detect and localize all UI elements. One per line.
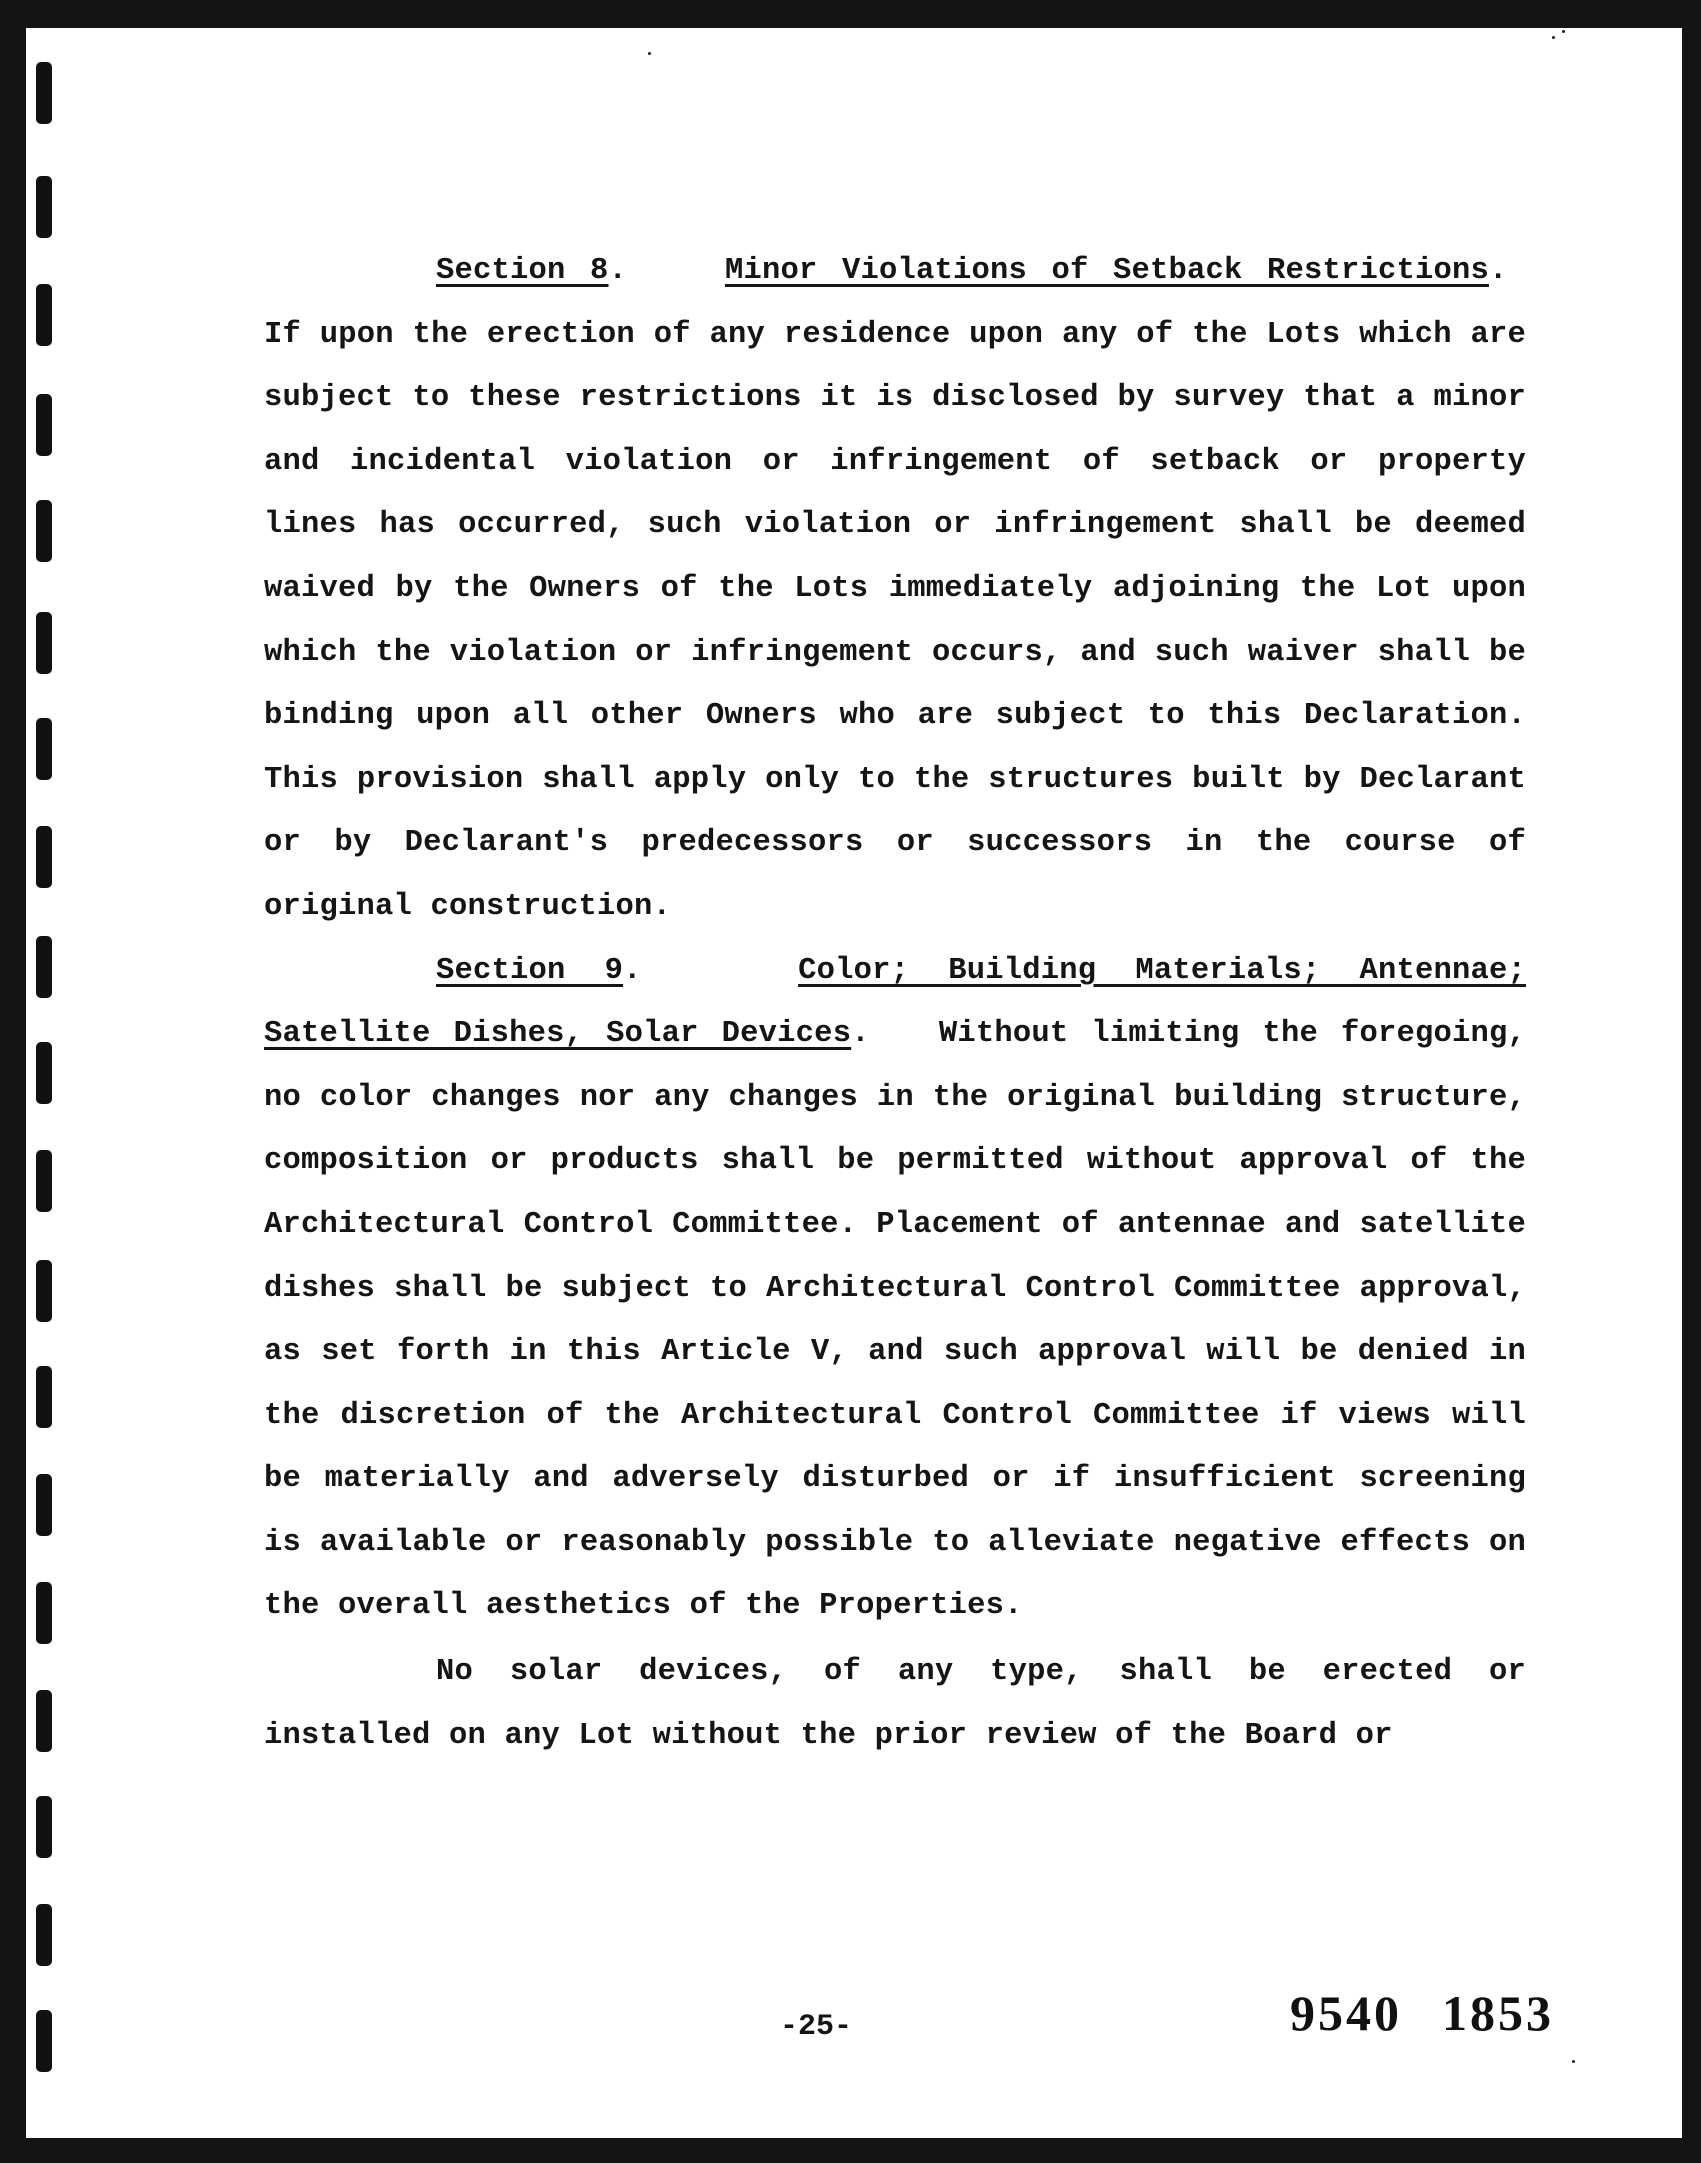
scan-speck <box>1552 36 1555 39</box>
section-9-body: Without limiting the foregoing, no color changes nor any changes in the original building structure, composition or products shall be permitted without approval of the Architectural Control Committee. Placement of antennae and satellite dishes shall be subject to Architectural Control Committee approval, as set forth in this Article V, and such approval will be denied in the discretion of the Architectural Control Committee if views will be materially and adversely disturbed or if insufficient screening is available or reasonably possible to alleviate negative effects on the overall aesthetics of the Properties. <box>264 1017 1527 1624</box>
binding-hole <box>36 1796 52 1858</box>
binding-hole <box>36 394 52 456</box>
binding-hole <box>36 612 52 674</box>
binding-hole <box>36 2010 52 2072</box>
section-9-paragraph: Section 9. Color; Building Materials; Antennae; Satellite Dishes, Solar Devices. Without limiting the foregoing, no color changes nor any changes in the original building structure, composition or products shall be permitted without approval of the Architectural Control Committee. Placement of antennae and satellite dishes shall be subject to Architectural Control Committee approval, as set forth in this Article V, and such approval will be denied in the discretion of the Architectural Control Committee if views will be materially and adversely disturbed or if insufficient screening is available or reasonably possible to alleviate negative effects on the overall aesthetics of the Properties. <box>264 953 1527 1624</box>
section-9-label: Section 9 <box>436 953 624 988</box>
binding-hole <box>36 1042 52 1104</box>
scan-speck <box>648 52 651 55</box>
binding-hole <box>36 176 52 238</box>
binding-hole <box>36 1690 52 1752</box>
binding-hole <box>36 284 52 346</box>
binding-hole <box>36 1366 52 1428</box>
section-8-body: If upon the erection of any residence upon any of the Lots which are subject to these restrictions it is disclosed by survey that a minor and incidental violation or infringement of setback or property lines has occurred, such violation or infringement shall be deemed waived by the Owners of the Lots immediately adjoining the Lot upon which the violation or infringement occurs, and such waiver shall be binding upon all other Owners who are subject to this Declaration. This provision shall apply only to the structures built by Declarant or by Declarant's predecessors or successors in the course of original construction. <box>264 317 1526 924</box>
scan-speck <box>1572 2060 1575 2063</box>
binding-hole <box>36 718 52 780</box>
section-8-title: Minor Violations of Setback Restrictions <box>724 254 1489 288</box>
binding-hole <box>36 62 52 124</box>
document-number-part2: 1853 <box>1442 1985 1554 2041</box>
binding-hole <box>36 936 52 998</box>
binding-hole <box>36 1260 52 1322</box>
solar-devices-paragraph: No solar devices, of any type, shall be erected or installed on any Lot without the prior review of the Board or <box>264 1655 1526 1753</box>
binding-hole <box>36 826 52 888</box>
scan-speck <box>1562 30 1565 33</box>
binding-hole <box>36 1582 52 1644</box>
binding-hole <box>36 1904 52 1966</box>
document-body <box>264 240 1526 1768</box>
binding-hole <box>36 1474 52 1536</box>
section-8-paragraph: Section 8. Minor Violations of Setback Restrictions. If upon the erection of any residence upon any of the Lots which are subject to these restrictions it is disclosed by survey that a minor and incidental violation or infringement of setback or property lines has occurred, such violation or infringement shall be deemed waived by the Owners of the Lots immediately adjoining the Lot upon which the violation or infringement occurs, and such waiver shall be binding upon all other Owners who are subject to this Declaration. This provision shall apply only to the structures built by Declarant or by Declarant's predecessors or successors in the course of original construction. <box>264 254 1527 924</box>
document-number-part1: 9540 <box>1290 1985 1402 2041</box>
section-9-title: Color; Building Materials; Antennae; Satellite Dishes, Solar Devices <box>264 953 1527 1052</box>
document-number <box>1290 1984 1554 2042</box>
page-number: -25- <box>780 2010 853 2044</box>
binding-hole <box>36 500 52 562</box>
section-8-label: Section 8 <box>436 254 609 288</box>
binding-hole <box>36 1150 52 1212</box>
